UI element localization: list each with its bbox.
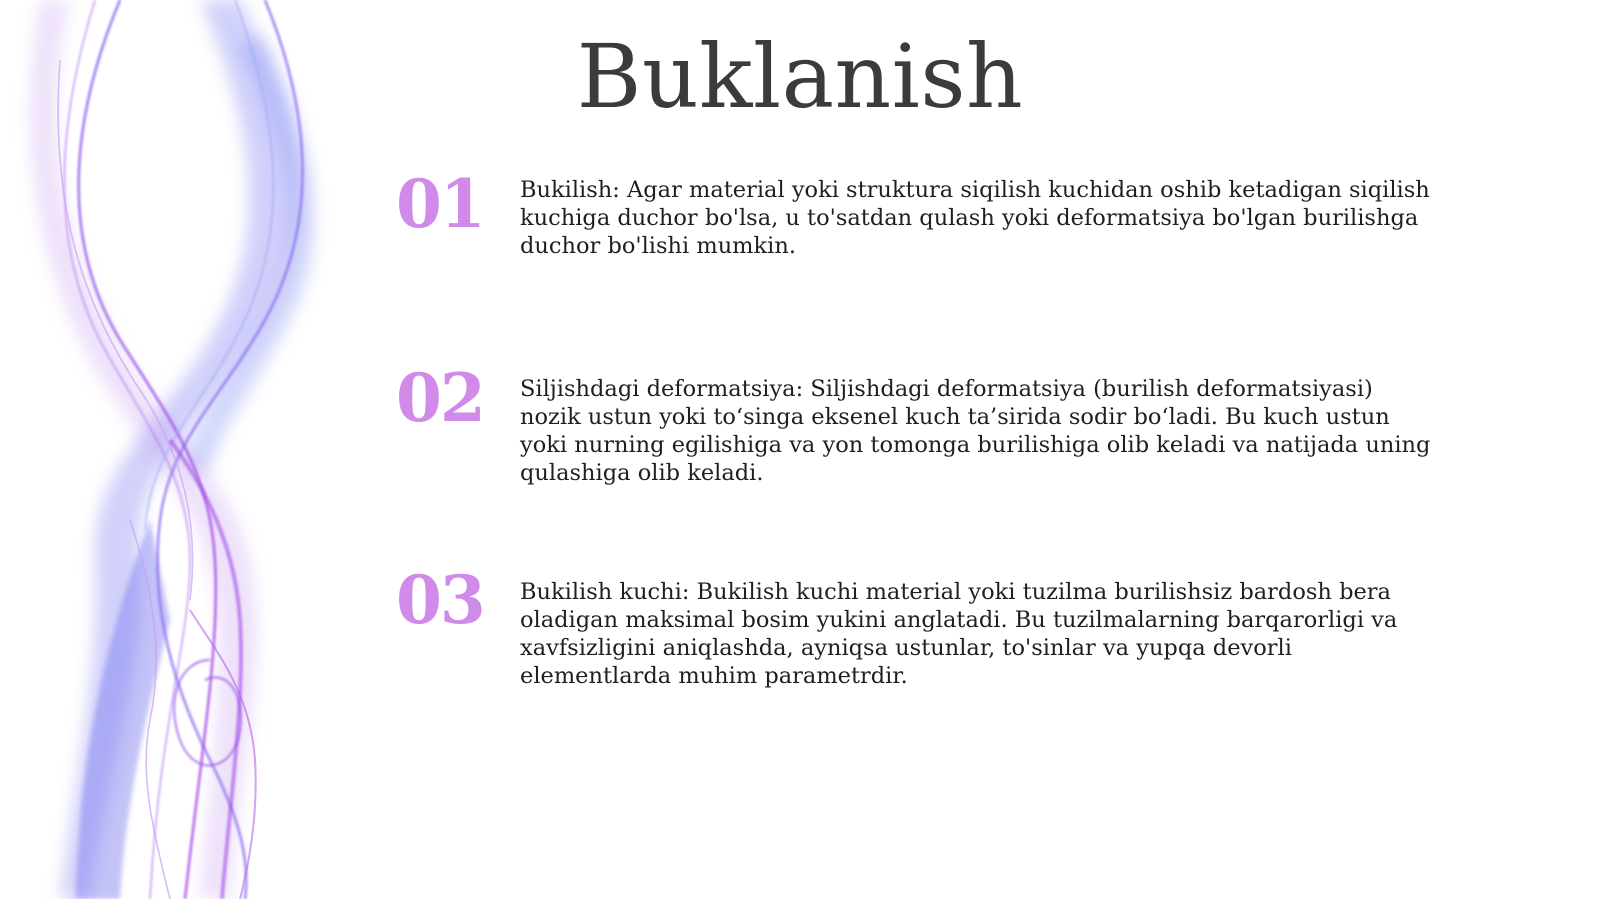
item-text: Siljishdagi deformatsiya: Siljishdagi deformatsiya (burilish deformatsiyasi) nozik ustun yoki to‘singa eksenel kuch ta’sirida sodir bo‘ladi. Bu kuch ustun yoki nurning egilishiga va yon tomonga burilishiga olib keladi va natijada uning qulashiga olib keladi. [520, 376, 1431, 486]
item-text: Bukilish kuchi: Bukilish kuchi material yoki tuzilma burilishsiz bardosh bera oladigan maksimal bosim yukini anglatadi. Bu tuzilmalarning barqarorligi va xavfsizligini aniqlashda, ayniqsa ustunlar, to'sinlar va yupqa devorli elementlarda muhim parametrdir. [520, 579, 1398, 689]
slide-title: Buklanish [576, 25, 1024, 128]
item-number: 01 [396, 165, 484, 243]
item-number: 03 [396, 561, 484, 639]
item-number: 02 [396, 359, 484, 437]
item-text: Bukilish: Agar material yoki struktura siqilish kuchidan oshib ketadigan siqilish kuchiga duchor bo'lsa, u to'satdan qulash yoki deformatsiya bo'lgan burilishga duchor bo'lishi mumkin. [520, 177, 1430, 259]
purple-smoke-decoration [0, 0, 380, 899]
